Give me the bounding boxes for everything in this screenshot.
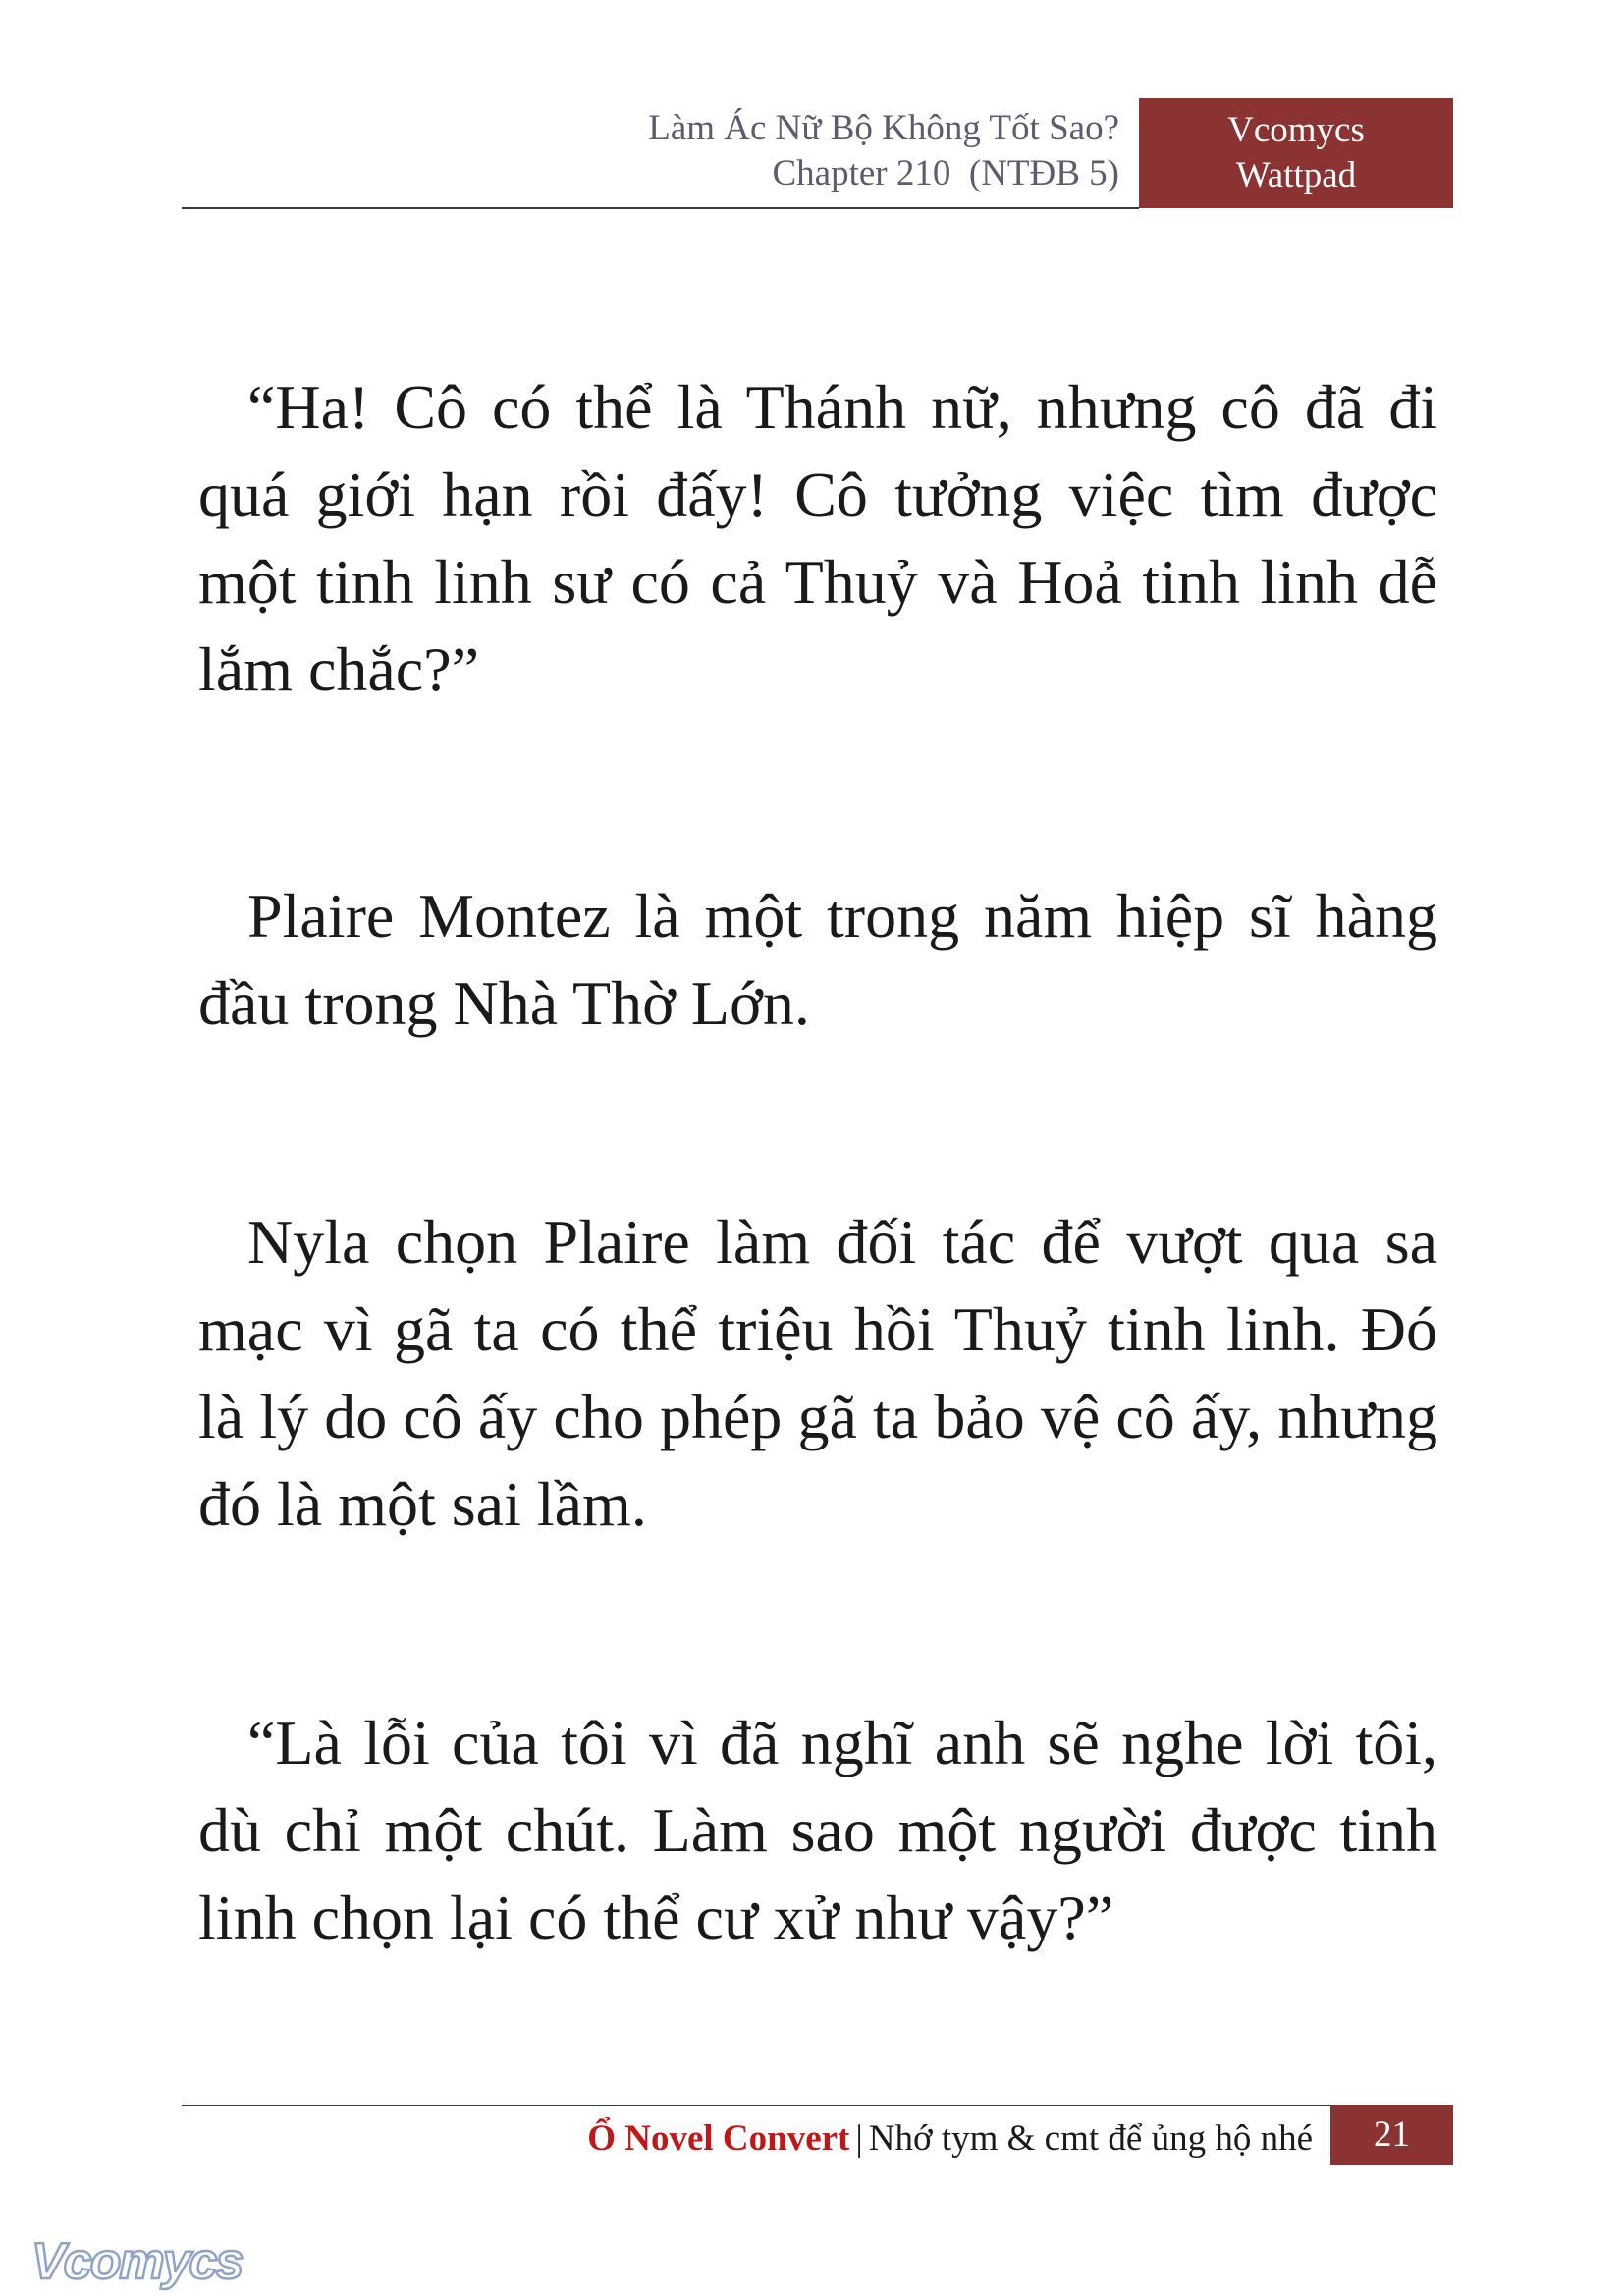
vcomycs-watermark-logo bbox=[27, 2229, 253, 2292]
header-divider bbox=[182, 207, 1139, 209]
footer-separator: | bbox=[855, 2118, 863, 2159]
paragraph: “Ha! Cô có thể là Thánh nữ, nhưng cô đã đi quá giới hạn rồi đấy! Cô tưởng việc tìm được một tinh linh sư có cả Thuỷ và Hoả tinh linh dễ lắm chắc?” bbox=[198, 372, 1437, 704]
brand-line-2: Wattpad bbox=[1235, 155, 1357, 195]
watermark-text: Vcomycs bbox=[31, 2233, 243, 2290]
footer-divider bbox=[182, 2105, 1330, 2106]
footer-message: Nhớ tym & cmt để ủng hộ nhé bbox=[868, 2118, 1313, 2159]
footer-credits bbox=[182, 2109, 1313, 2168]
running-header bbox=[182, 106, 1119, 196]
brand-line-1: Vcomycs bbox=[1227, 110, 1365, 150]
paragraph: “Là lỗi của tôi vì đã nghĩ anh sẽ nghe lời tôi, dù chỉ một chút. Làm sao một người được tinh linh chọn lại có thể cư xử như vậy?” bbox=[198, 1708, 1437, 1952]
paragraph: Nyla chọn Plaire làm đối tác để vượt qua sa mạc vì gã ta có thể triệu hồi Thuỷ tinh linh. Đó là lý do cô ấy cho phép gã ta bảo vệ cô ấy, nhưng đó là một sai lầm. bbox=[198, 1207, 1437, 1539]
page-number: 21 bbox=[1330, 2105, 1453, 2165]
brand-box bbox=[1139, 98, 1453, 208]
paragraph: Plaire Montez là một trong năm hiệp sĩ hàng đầu trong Nhà Thờ Lớn. bbox=[198, 881, 1437, 1038]
chapter-label: Chapter 210 (NTĐB 5) bbox=[772, 153, 1119, 193]
book-title: Làm Ác Nữ Bộ Không Tốt Sao? bbox=[648, 108, 1119, 148]
footer-brand: Ổ Novel Convert bbox=[587, 2118, 850, 2159]
